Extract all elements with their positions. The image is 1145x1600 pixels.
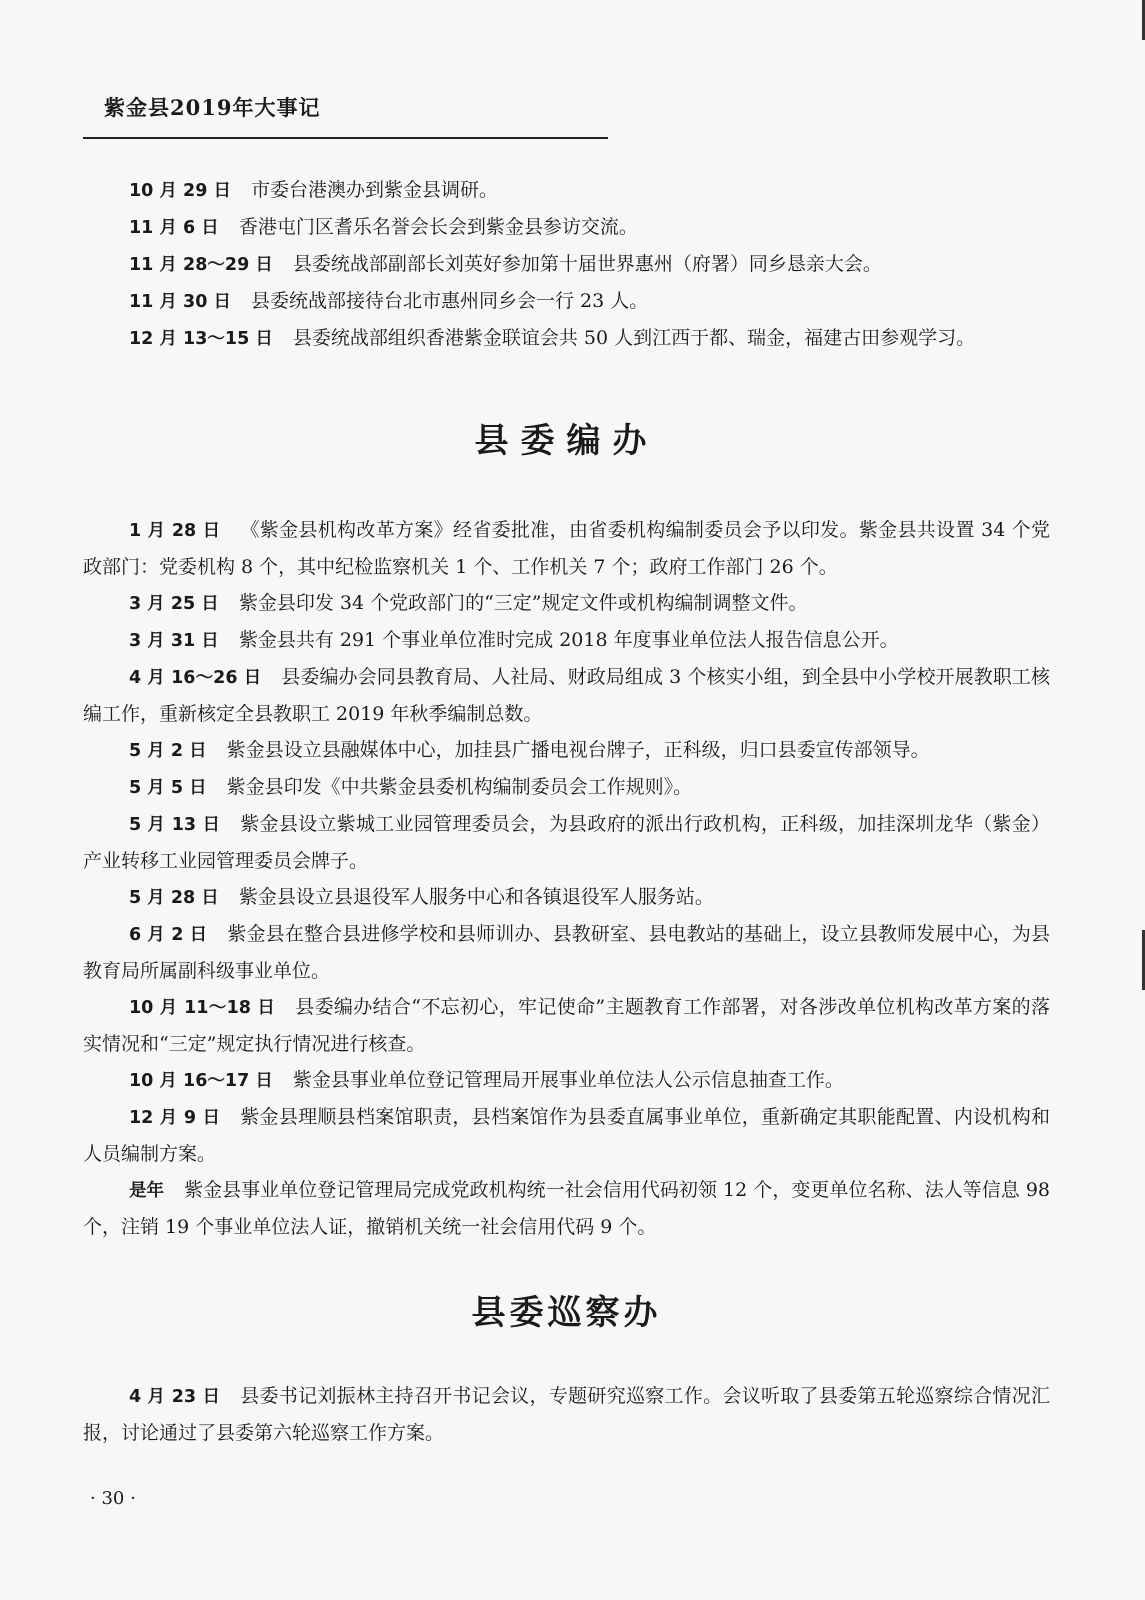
- entry: [83, 1062, 1050, 1099]
- entry-text: 紫金县在整合县进修学校和县师训办、县教研室、县电教站的基础上，设立县教师发展中心，为县教育局所属副科级事业单位。: [83, 923, 1050, 982]
- entry-date: 11 月 6 日: [129, 218, 219, 238]
- entry-text: 县委书记刘振林主持召开书记会议，专题研究巡察工作。会议听取了县委第五轮巡察综合情况汇报，讨论通过了县委第六轮巡察工作方案。: [83, 1385, 1050, 1444]
- entry-date: 4 月 16～26 日: [129, 668, 262, 688]
- entry-date: 10 月 16～17 日: [129, 1071, 273, 1091]
- entry-date: 10 月 29 日: [129, 181, 231, 201]
- entry: [83, 989, 1050, 1062]
- entry: [83, 283, 1050, 320]
- entry-date: 5 月 13 日: [129, 815, 221, 835]
- entry-date: 6 月 2 日: [129, 925, 208, 945]
- entry: [83, 1172, 1050, 1245]
- entry-date: 10 月 11～18 日: [129, 998, 276, 1018]
- entry-text: 紫金县设立县退役军人服务中心和各镇退役军人服务站。: [238, 886, 714, 908]
- entry-date: 11 月 30 日: [129, 292, 231, 312]
- entry: [83, 659, 1050, 732]
- entry-text: 紫金县印发《中共紫金县委机构编制委员会工作规则》。: [226, 776, 693, 798]
- entry-date: 11 月 28～29 日: [129, 255, 273, 275]
- entry-date: 1 月 28 日: [129, 521, 221, 541]
- page-content: [83, 172, 1050, 1451]
- entry-text: 《紫金县机构改革方案》经省委批准，由省委机构编制委员会予以印发。紫金县共设置 34 个党政部门：党委机构 8 个，其中纪检监察机关 1 个、工作机关 7 个；政府工作部门 26 个。: [83, 519, 1050, 578]
- entry-date: 4 月 23 日: [129, 1387, 221, 1407]
- entry-text: 紫金县共有 291 个事业单位准时完成 2018 年度事业单位法人报告信息公开。: [238, 629, 899, 651]
- entry: [83, 246, 1050, 283]
- entry-text: 市委台港澳办到紫金县调研。: [250, 179, 498, 201]
- entry: [83, 769, 1050, 806]
- section-title-xuncha: 县委巡察办: [471, 1293, 662, 1333]
- entry: [83, 1378, 1050, 1451]
- entry: [83, 732, 1050, 769]
- entry-date: 是年: [129, 1181, 165, 1201]
- entry-date: 5 月 5 日: [129, 778, 207, 798]
- entry: [83, 916, 1050, 989]
- entry: [83, 320, 1050, 357]
- entry-text: 香港屯门区耆乐名誉会长会到紫金县参访交流。: [238, 216, 638, 238]
- entry-text: 紫金县事业单位登记管理局开展事业单位法人公示信息抽查工作。: [292, 1069, 844, 1091]
- section-continuation: [83, 172, 1050, 357]
- entry: [83, 1099, 1050, 1172]
- entry-text: 县委统战部组织香港紫金联谊会共 50 人到江西于都、瑞金，福建古田参观学习。: [292, 327, 976, 349]
- section-xuncha: [83, 1378, 1050, 1451]
- entry-text: 紫金县理顺县档案馆职责，县档案馆作为县委直属事业单位，重新确定其职能配置、内设机构和人员编制方案。: [83, 1106, 1050, 1165]
- entry-text: 紫金县设立县融媒体中心，加挂县广播电视台牌子，正科级，归口县委宣传部领导。: [226, 739, 930, 761]
- running-head: 紫金县2019年大事记: [104, 95, 321, 120]
- entry-date: 12 月 13～15 日: [129, 329, 273, 349]
- entry-text: 紫金县印发 34 个党政部门的“三定”规定文件或机构编制调整文件。: [238, 592, 808, 614]
- entry: [83, 879, 1050, 916]
- entry: [83, 622, 1050, 659]
- entry: [83, 512, 1050, 585]
- header-rule: [83, 137, 608, 139]
- entry-date: 3 月 25 日: [129, 594, 219, 614]
- entry-text: 县委统战部副部长刘英好参加第十届世界惠州（府署）同乡恳亲大会。: [292, 253, 882, 275]
- entry-text: 紫金县设立紫城工业园管理委员会，为县政府的派出行政机构，正科级，加挂深圳龙华（紫金）产业转移工业园管理委员会牌子。: [83, 813, 1050, 872]
- entry-date: 5 月 2 日: [129, 741, 207, 761]
- entry-text: 紫金县事业单位登记管理局完成党政机构统一社会信用代码初领 12 个，变更单位名称、法人等信息 98 个，注销 19 个事业单位法人证，撤销机关统一社会信用代码 9 个。: [83, 1179, 1051, 1238]
- entry: [83, 806, 1050, 879]
- entry-text: 县委编办会同县教育局、人社局、财政局组成 3 个核实小组，到全县中小学校开展教职工核编工作，重新核定全县教职工 2019 年秋季编制总数。: [83, 666, 1050, 725]
- entry-date: 5 月 28 日: [129, 888, 219, 908]
- entry-date: 12 月 9 日: [129, 1108, 221, 1128]
- entry: [83, 172, 1050, 209]
- entry: [83, 585, 1050, 622]
- entry: [83, 209, 1050, 246]
- entry-text: 县委编办结合“不忘初心，牢记使命”主题教育工作部署，对各涉改单位机构改革方案的落实情况和“三定”规定执行情况进行核查。: [83, 996, 1050, 1055]
- section-title-bianban: 县委编办: [474, 421, 659, 461]
- page-number: · 30 ·: [90, 1488, 136, 1509]
- entry-text: 县委统战部接待台北市惠州同乡会一行 23 人。: [250, 290, 649, 312]
- entry-date: 3 月 31 日: [129, 631, 219, 651]
- section-bianban: [83, 512, 1050, 1245]
